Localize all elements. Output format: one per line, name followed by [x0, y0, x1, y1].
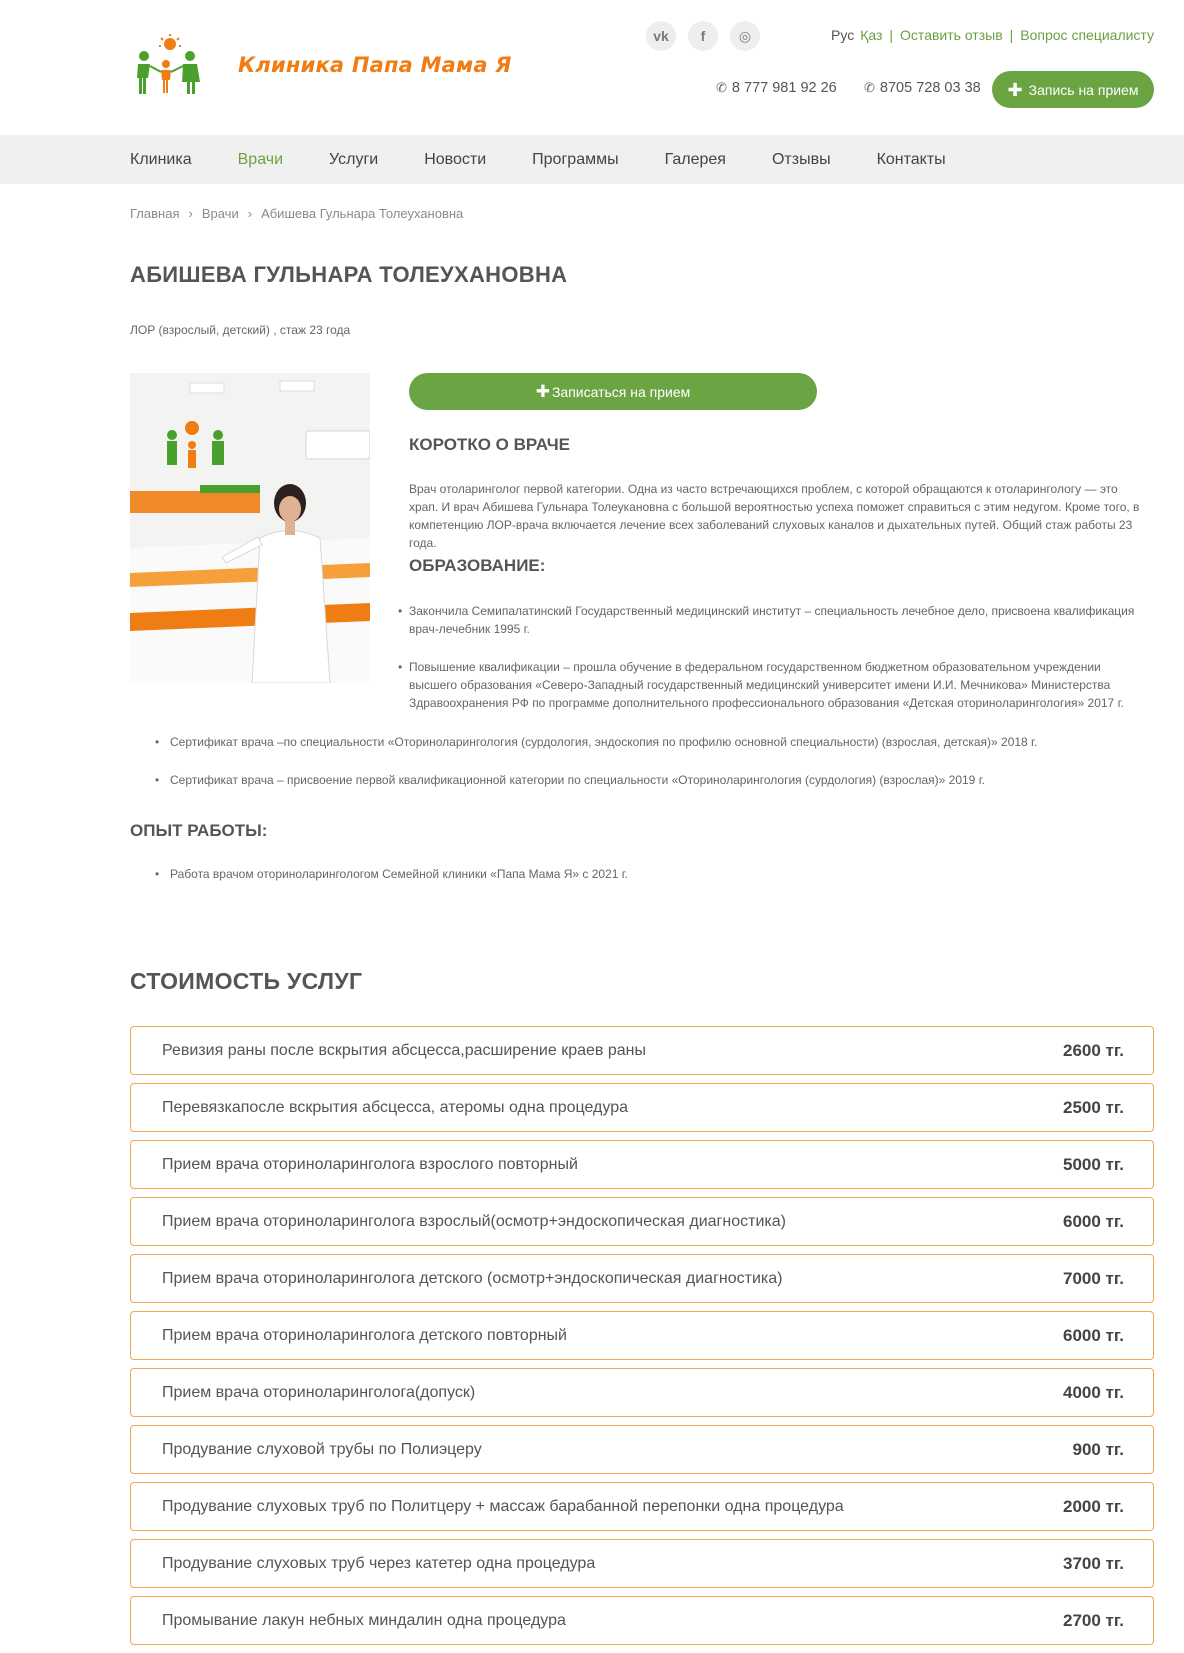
about-heading: КОРОТКО О ВРАЧЕ: [409, 435, 570, 454]
chevron-right-icon: ›: [247, 206, 253, 221]
service-price: 3700 тг.: [1063, 1553, 1124, 1573]
list-item: • Сертификат врача – присвоение первой квалификационной категории по специальности «Оториноларингология (сурдология) (взрослая)» 2019 г.: [170, 771, 1150, 789]
nav-item-reviews[interactable]: Отзывы: [771, 150, 831, 168]
lang-kz[interactable]: Қаз: [860, 27, 883, 43]
nav-item-programs[interactable]: Программы: [532, 150, 619, 168]
price-row[interactable]: [130, 1311, 1154, 1360]
page-title: АБИШЕВА ГУЛЬНАРА ТОЛЕУХАНОВНА: [130, 262, 568, 287]
nav-item-news[interactable]: Новости: [424, 150, 487, 168]
service-price: 6000 тг.: [1063, 1211, 1124, 1231]
breadcrumb-current: Абишева Гульнара Толеухановна: [261, 206, 464, 221]
header-book-label: Запись на прием: [1028, 81, 1139, 98]
service-price: 2500 тг.: [1063, 1097, 1124, 1117]
experience-list: [170, 865, 1150, 903]
ask-specialist-link[interactable]: Вопрос специалисту: [1020, 27, 1154, 43]
price-list: [130, 1026, 1154, 1653]
nav-item-contacts[interactable]: Контакты: [876, 150, 946, 168]
service-price: 4000 тг.: [1063, 1382, 1124, 1402]
price-row[interactable]: [130, 1539, 1154, 1588]
phone-icon: ✆: [716, 80, 727, 95]
doctor-photo-image: [130, 373, 370, 683]
vk-icon[interactable]: vk: [646, 21, 676, 51]
header-book-button[interactable]: [992, 71, 1154, 108]
education-heading: ОБРАЗОВАНИЕ:: [409, 556, 546, 575]
site-header: [0, 0, 1184, 135]
price-row[interactable]: [130, 1026, 1154, 1075]
facebook-icon[interactable]: f: [688, 21, 718, 51]
chevron-right-icon: ›: [188, 206, 193, 221]
main-nav: [0, 135, 1184, 184]
service-price: 2000 тг.: [1063, 1496, 1124, 1516]
service-name: Прием врача оториноларинголога(допуск): [162, 1383, 476, 1401]
service-name: Ревизия раны после вскрытия абсцесса,расширение краев раны: [162, 1041, 646, 1059]
divider: |: [889, 27, 894, 43]
lang-ru[interactable]: Рус: [831, 27, 855, 43]
prices-heading: СТОИМОСТЬ УСЛУГ: [130, 968, 363, 994]
list-item: • Закончила Семипалатинский Государственный медицинский институт – специальность лечебное дело, присвоена квалификация врач-лечебник 1995 г.: [409, 602, 1149, 638]
family-logo-icon: [130, 34, 212, 96]
nav-item-doctors[interactable]: Врачи: [237, 150, 284, 168]
service-price: 900 тг.: [1072, 1439, 1124, 1459]
instagram-icon[interactable]: ◎: [730, 21, 760, 51]
logo-text: Клиника Папа Мама Я: [238, 53, 512, 77]
service-name: Промывание лакун небных миндалин одна процедура: [162, 1611, 566, 1629]
breadcrumb: [130, 206, 463, 221]
book-appointment-button[interactable]: [409, 373, 817, 410]
breadcrumb-doctors[interactable]: Врачи: [201, 206, 239, 221]
divider: |: [1009, 27, 1014, 43]
price-row[interactable]: [130, 1083, 1154, 1132]
price-row[interactable]: [130, 1368, 1154, 1417]
nav-item-clinic[interactable]: Клиника: [130, 150, 192, 168]
about-text: Врач отоларинголог первой категории. Одна из часто встречающихся проблем, с которой обращаются к отоларингологу — это храп. И врач Абишева Гульнара Толеукановна с большой вероятностью успеха поможет справиться с этим недугом. Кроме того, в компетенцию ЛОР-врача включается лечение всех заболеваний слуховых каналов и дыхательных путей. Общий стаж работы 23 года.: [409, 482, 1140, 550]
price-row[interactable]: [130, 1140, 1154, 1189]
service-name: Прием врача оториноларинголога детского повторный: [162, 1326, 567, 1344]
phone-1-number: 8 777 981 92 26: [731, 80, 837, 96]
logo[interactable]: [130, 34, 512, 96]
phone-icon: ✆: [864, 80, 875, 95]
phone-2-number: 8705 728 03 38: [879, 80, 981, 96]
nav-item-gallery[interactable]: Галерея: [664, 150, 726, 168]
phone-2[interactable]: [864, 80, 981, 96]
price-row[interactable]: [130, 1254, 1154, 1303]
price-row[interactable]: [130, 1425, 1154, 1474]
doctor-photo: [130, 373, 370, 683]
service-name: Прием врача оториноларинголога детского (осмотр+эндоскопическая диагностика): [162, 1269, 783, 1287]
service-name: Перевязкапосле вскрытия абсцесса, атеромы одна процедура: [162, 1098, 628, 1116]
experience-heading: ОПЫТ РАБОТЫ:: [130, 821, 268, 840]
service-price: 7000 тг.: [1063, 1268, 1124, 1288]
service-price: 5000 тг.: [1063, 1154, 1124, 1174]
service-name: Продувание слуховых труб по Политцеру + массаж барабанной перепонки одна процедура: [162, 1497, 844, 1515]
service-name: Продувание слуховых труб через катетер одна процедура: [162, 1554, 596, 1572]
price-row[interactable]: [130, 1482, 1154, 1531]
leave-review-link[interactable]: Оставить отзыв: [900, 27, 1003, 43]
list-item: • Повышение квалификации – прошла обучение в федеральном государственном бюджетном образовательном учреждении высшего образования «Северо-Западный государственный медицинский университет имени И.И. Мечникова» Министерства Здравоохранения РФ по программе дополнительного профессионального образования «Детская оториноларингология» 2017 г.: [409, 658, 1149, 712]
service-name: Прием врача оториноларинголога взрослого повторный: [162, 1155, 578, 1173]
phone-1[interactable]: [716, 80, 837, 96]
service-price: 2700 тг.: [1063, 1610, 1124, 1630]
service-price: 2600 тг.: [1063, 1040, 1124, 1060]
plus-icon: ✚: [1007, 79, 1023, 100]
service-name: Продувание слуховой трубы по Полиэцеру: [162, 1440, 482, 1458]
nav-item-services[interactable]: Услуги: [329, 150, 379, 168]
book-appointment-label: Записаться на прием: [551, 383, 691, 400]
price-row[interactable]: [130, 1596, 1154, 1645]
doctor-specialty: ЛОР (взрослый, детский) , стаж 23 года: [130, 323, 351, 337]
certificates-list: [170, 733, 1150, 809]
price-row[interactable]: [130, 1197, 1154, 1246]
list-item: • Сертификат врача –по специальности «Оториноларингология (сурдология, эндоскопия по профилю основной специальности) (взрослая, детская)» 2018 г.: [170, 733, 1150, 751]
service-name: Прием врача оториноларинголога взрослый(осмотр+эндоскопическая диагностика): [162, 1212, 786, 1230]
top-links: [831, 27, 1154, 43]
breadcrumb-home[interactable]: Главная: [130, 206, 180, 221]
list-item: • Работа врачом оториноларингологом Семейной клиники «Папа Мама Я» с 2021 г.: [170, 865, 1150, 883]
service-price: 6000 тг.: [1063, 1325, 1124, 1345]
plus-icon: ✚: [535, 382, 550, 401]
education-list: [409, 602, 1149, 732]
social-links: [646, 21, 760, 51]
